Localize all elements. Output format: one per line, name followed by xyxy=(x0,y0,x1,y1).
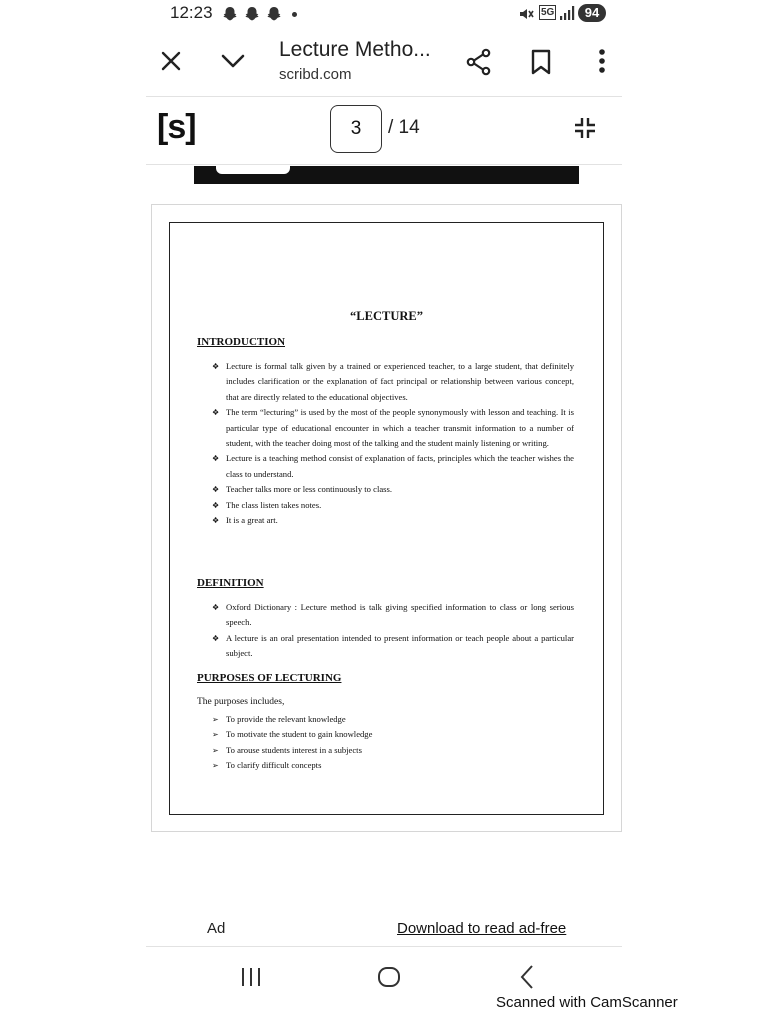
notification-dot xyxy=(292,12,297,17)
exit-fullscreen-icon[interactable] xyxy=(573,116,597,140)
share-icon[interactable] xyxy=(465,48,493,76)
document-title: “LECTURE” xyxy=(350,309,423,323)
definition-list xyxy=(212,600,574,662)
snapchat-icon xyxy=(244,6,260,22)
list-item: ❖ Teacher talks more or less continuously to class. xyxy=(212,482,574,497)
download-ad-free-link[interactable]: Download to read ad-free xyxy=(397,920,567,937)
list-item: ➢ To motivate the student to gain knowledge xyxy=(212,727,572,742)
list-item: ❖ The class listen takes notes. xyxy=(212,498,574,513)
list-item: ➢ To clarify difficult concepts xyxy=(212,758,572,773)
list-item: ➢ To arouse students interest in a subjects xyxy=(212,743,572,758)
header-divider xyxy=(146,96,622,97)
page-total: / 14 xyxy=(388,117,420,138)
ad-divider xyxy=(146,946,622,947)
previous-page-footer-tab xyxy=(216,166,290,174)
list-item: ❖ Lecture is formal talk given by a trained or experienced teacher, to a large student, that definitely includes clarification or the explanation of fact principal or relationship between various concept, that are directly related to the educational objectives. xyxy=(212,359,574,405)
list-item: ❖ It is a great art. xyxy=(212,513,574,528)
introduction-list xyxy=(212,359,574,528)
ad-label: Ad xyxy=(207,920,226,937)
home-icon[interactable] xyxy=(377,966,401,988)
list-item: ❖ A lecture is an oral presentation intended to present information or teach people about a particular subject. xyxy=(212,631,574,662)
chevron-down-icon[interactable] xyxy=(221,53,245,69)
snapchat-icon xyxy=(266,6,282,22)
close-icon[interactable] xyxy=(160,50,182,72)
bookmark-icon[interactable] xyxy=(530,49,552,75)
battery-indicator: 94 xyxy=(578,4,606,22)
signal-icon xyxy=(559,6,575,20)
list-item: ❖ Oxford Dictionary : Lecture method is talk giving specified information to class or long serious speech. xyxy=(212,600,574,631)
list-item: ➢ To provide the relevant knowledge xyxy=(212,712,572,727)
status-time: 12:23 xyxy=(170,3,213,22)
page-number-input[interactable]: 3 xyxy=(330,105,382,153)
purposes-intro: The purposes includes, xyxy=(197,697,285,707)
purposes-list xyxy=(212,712,572,774)
list-item: ❖ Lecture is a teaching method consist of explanation of facts, principles which the teacher wishes the class to understand. xyxy=(212,451,574,482)
list-item: ❖ The term “lecturing” is used by the most of the people synonymously with lesson and teaching. It is particular type of educational encounter in which a teacher transmit information to a number of student, with the teacher doing most of the talking and the student mainly listening or writing. xyxy=(212,405,574,451)
more-vert-icon[interactable] xyxy=(594,48,610,76)
definition-heading: DEFINITION xyxy=(197,577,264,589)
scribd-logo[interactable]: [s] xyxy=(157,108,196,146)
camscanner-watermark: Scanned with CamScanner xyxy=(496,994,678,1011)
recent-apps-icon[interactable] xyxy=(240,966,262,988)
page-domain: scribd.com xyxy=(279,66,352,83)
introduction-heading: INTRODUCTION xyxy=(197,336,286,348)
purposes-heading: PURPOSES OF LECTURING xyxy=(197,672,342,684)
page-title: Lecture Metho... xyxy=(279,38,431,61)
toolbar-divider xyxy=(146,164,622,165)
network-type: 5G xyxy=(541,7,555,18)
mute-icon xyxy=(518,6,534,22)
back-icon[interactable] xyxy=(518,964,536,990)
snapchat-icon xyxy=(222,6,238,22)
